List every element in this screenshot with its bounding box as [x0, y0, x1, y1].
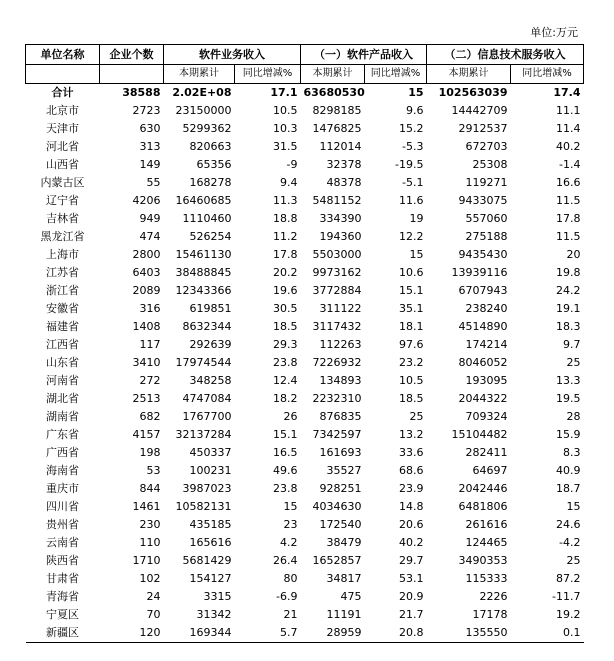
cell-company-count: 630	[139, 122, 161, 135]
header-row-main	[26, 45, 584, 65]
cell-service-revenue: 102563039	[438, 86, 508, 99]
table-row	[26, 444, 584, 462]
cell-product-yoy: 15	[409, 248, 424, 261]
cell-software-yoy: 80	[283, 572, 298, 585]
cell-region-name: 合计	[51, 86, 74, 99]
cell-product-yoy: 19	[409, 212, 424, 225]
cell-service-yoy: 9.7	[563, 338, 581, 351]
cell-service-revenue: 709324	[465, 410, 508, 423]
cell-region-name: 甘肃省	[46, 572, 79, 585]
cell-company-count: 4157	[132, 428, 161, 441]
cell-product-revenue: 3772884	[312, 284, 362, 297]
table-row	[26, 588, 584, 606]
cell-region-name: 宁夏区	[46, 608, 79, 621]
cell-region-name: 湖南省	[46, 410, 79, 423]
cell-product-revenue: 8298185	[312, 104, 362, 117]
cell-software-yoy: -6.9	[276, 590, 298, 603]
cell-service-revenue: 135550	[427, 624, 511, 643]
table-row	[26, 228, 584, 246]
cell-product-yoy: 18.5	[399, 392, 424, 405]
cell-software-yoy: 23.8	[273, 482, 298, 495]
cell-software-yoy: 30.5	[273, 302, 298, 315]
cell-service-yoy: 8.3	[563, 446, 581, 459]
cell-software-revenue: 5299362	[182, 122, 232, 135]
cell-product-yoy: 18.1	[399, 320, 424, 333]
cell-software-revenue: 154127	[189, 572, 232, 585]
cell-product-revenue: 194360	[319, 230, 362, 243]
table-row	[26, 372, 584, 390]
cell-service-yoy: 19.1	[556, 302, 581, 315]
cell-service-revenue: 15104482	[451, 428, 508, 441]
cell-product-revenue: 7226932	[312, 356, 362, 369]
cell-software-revenue: 16460685	[175, 194, 232, 207]
cell-company-count: 55	[146, 176, 161, 189]
cell-product-yoy: 21.7	[399, 608, 424, 621]
cell-company-count: 198	[139, 446, 161, 459]
cell-company-count: 316	[139, 302, 161, 315]
cell-software-yoy: 5.7	[235, 624, 301, 643]
cell-service-revenue: 115333	[465, 572, 508, 585]
cell-software-revenue: 165616	[189, 536, 232, 549]
cell-software-yoy: 17.1	[270, 86, 298, 99]
cell-service-yoy: 19.8	[556, 266, 581, 279]
cell-product-revenue: 334390	[319, 212, 362, 225]
cell-product-yoy: 29.7	[399, 554, 424, 567]
table-row	[26, 516, 584, 534]
table-row	[26, 210, 584, 228]
header-row-sub	[26, 65, 584, 84]
cell-product-yoy: 10.6	[399, 266, 424, 279]
statistics-table	[25, 44, 584, 643]
table-row	[26, 624, 584, 643]
cell-product-revenue: 161693	[319, 446, 362, 459]
cell-service-revenue: 193095	[465, 374, 508, 387]
cell-software-yoy: 19.6	[273, 284, 298, 297]
cell-service-yoy: 24.2	[556, 284, 581, 297]
header-count: 企业个数	[100, 45, 164, 65]
cell-product-yoy: 13.2	[399, 428, 424, 441]
cell-product-yoy: 33.6	[399, 446, 424, 459]
cell-service-revenue: 9433075	[458, 194, 508, 207]
cell-service-yoy: -11.7	[552, 590, 581, 603]
header-product-revenue: （一）软件产品收入	[301, 45, 427, 65]
cell-service-yoy: 11.5	[556, 194, 581, 207]
cell-software-yoy: 11.2	[273, 230, 298, 243]
cell-service-yoy: 25	[566, 356, 581, 369]
cell-product-revenue: 4034630	[312, 500, 362, 513]
cell-software-yoy: 31.5	[273, 140, 298, 153]
cell-software-yoy: 15	[283, 500, 298, 513]
table-row	[26, 336, 584, 354]
cell-product-yoy: 40.2	[399, 536, 424, 549]
cell-service-revenue: 282411	[465, 446, 508, 459]
cell-region-name: 浙江省	[46, 284, 79, 297]
table-row	[26, 534, 584, 552]
cell-service-yoy: 19.2	[556, 608, 581, 621]
cell-service-revenue: 174214	[465, 338, 508, 351]
cell-company-count: 24	[146, 590, 161, 603]
cell-product-yoy: 20.8	[365, 624, 427, 643]
cell-software-revenue: 15461130	[175, 248, 232, 261]
cell-company-count: 3410	[132, 356, 161, 369]
cell-product-revenue: 48378	[326, 176, 362, 189]
cell-product-revenue: 1476825	[312, 122, 362, 135]
cell-service-yoy: -1.4	[559, 158, 581, 171]
cell-software-revenue: 23150000	[175, 104, 232, 117]
cell-product-yoy: 14.8	[399, 500, 424, 513]
cell-region-name: 上海市	[46, 248, 79, 261]
cell-product-yoy: 9.6	[406, 104, 424, 117]
cell-product-revenue: 475	[340, 590, 362, 603]
cell-software-yoy: 10.3	[273, 122, 298, 135]
cell-service-revenue: 6481806	[458, 500, 508, 513]
cell-service-yoy: 18.3	[556, 320, 581, 333]
cell-product-revenue: 876835	[319, 410, 362, 423]
cell-service-revenue: 9435430	[458, 248, 508, 261]
cell-product-yoy: 23.9	[399, 482, 424, 495]
table-row	[26, 120, 584, 138]
table-row	[26, 354, 584, 372]
cell-region-name: 广西省	[46, 446, 79, 459]
cell-product-yoy: 15	[408, 86, 424, 99]
cell-company-count: 102	[139, 572, 161, 585]
cell-region-name: 江苏省	[46, 266, 79, 279]
cell-product-yoy: 25	[409, 410, 424, 423]
table-row	[26, 390, 584, 408]
cell-company-count: 313	[139, 140, 161, 153]
cell-software-yoy: 49.6	[273, 464, 298, 477]
cell-region-name: 云南省	[46, 536, 79, 549]
cell-product-revenue: 38479	[326, 536, 362, 549]
cell-product-yoy: -5.3	[402, 140, 424, 153]
cell-product-revenue: 9973162	[312, 266, 362, 279]
cell-company-count: 272	[139, 374, 161, 387]
cell-service-revenue: 2226	[479, 590, 508, 603]
cell-service-yoy: 11.5	[556, 230, 581, 243]
cell-region-name: 天津市	[46, 122, 79, 135]
cell-company-count: 844	[139, 482, 161, 495]
cell-product-yoy: 12.2	[399, 230, 424, 243]
cell-software-yoy: 11.3	[273, 194, 298, 207]
cell-service-yoy: 18.7	[556, 482, 581, 495]
cell-service-revenue: 8046052	[458, 356, 508, 369]
cell-company-count: 2513	[132, 392, 161, 405]
cell-region-name: 安徽省	[46, 302, 79, 315]
cell-product-revenue: 63680530	[303, 86, 365, 99]
cell-region-name: 新疆区	[26, 624, 100, 643]
cell-software-revenue: 820663	[189, 140, 232, 153]
cell-service-revenue: 119271	[465, 176, 508, 189]
table-row	[26, 264, 584, 282]
cell-product-yoy: 23.2	[399, 356, 424, 369]
cell-service-revenue: 275188	[465, 230, 508, 243]
cell-region-name: 海南省	[46, 464, 79, 477]
cell-service-revenue: 2912537	[458, 122, 508, 135]
cell-software-revenue: 619851	[189, 302, 232, 315]
cell-software-yoy: 26	[283, 410, 298, 423]
cell-product-yoy: 11.6	[399, 194, 424, 207]
cell-service-yoy: 11.1	[556, 104, 581, 117]
cell-service-revenue: 25308	[472, 158, 508, 171]
cell-software-revenue: 348258	[189, 374, 232, 387]
cell-software-revenue: 38488845	[175, 266, 232, 279]
cell-service-yoy: 24.6	[556, 518, 581, 531]
cell-product-revenue: 112263	[319, 338, 362, 351]
cell-service-revenue: 238240	[465, 302, 508, 315]
cell-software-revenue: 3315	[203, 590, 232, 603]
cell-software-yoy: -9	[286, 158, 298, 171]
cell-service-revenue: 2044322	[458, 392, 508, 405]
cell-service-yoy: 15	[566, 500, 581, 513]
table-row	[26, 318, 584, 336]
cell-product-yoy: 20.9	[399, 590, 424, 603]
cell-region-name: 四川省	[46, 500, 79, 513]
cell-software-yoy: 9.4	[280, 176, 298, 189]
cell-region-name: 北京市	[46, 104, 79, 117]
cell-company-count: 230	[139, 518, 161, 531]
cell-software-revenue: 17974544	[175, 356, 232, 369]
cell-software-revenue: 10582131	[175, 500, 232, 513]
cell-region-name: 辽宁省	[46, 194, 79, 207]
cell-service-revenue: 14442709	[451, 104, 508, 117]
cell-software-revenue: 8632344	[182, 320, 232, 333]
header-name: 单位名称	[26, 45, 100, 65]
cell-software-yoy: 4.2	[280, 536, 298, 549]
cell-service-yoy: 87.2	[556, 572, 581, 585]
cell-company-count: 2723	[132, 104, 161, 117]
cell-service-yoy: 40.2	[556, 140, 581, 153]
table-row	[26, 156, 584, 174]
cell-region-name: 重庆市	[46, 482, 79, 495]
cell-product-yoy: 15.2	[399, 122, 424, 135]
cell-region-name: 湖北省	[46, 392, 79, 405]
cell-product-revenue: 34817	[326, 572, 362, 585]
cell-region-name: 山西省	[46, 158, 79, 171]
cell-company-count: 949	[139, 212, 161, 225]
table-body	[26, 84, 584, 643]
cell-service-revenue: 124465	[465, 536, 508, 549]
cell-software-revenue: 1767700	[182, 410, 232, 423]
cell-software-revenue: 65356	[196, 158, 232, 171]
cell-product-revenue: 28959	[301, 624, 365, 643]
table-row	[26, 462, 584, 480]
cell-company-count: 38588	[122, 86, 161, 99]
header-sub-yoy: 同比增减%	[511, 65, 584, 84]
cell-software-yoy: 23.8	[273, 356, 298, 369]
cell-product-yoy: 10.5	[399, 374, 424, 387]
cell-product-revenue: 7342597	[312, 428, 362, 441]
table-row-total	[26, 84, 584, 103]
cell-software-revenue: 526254	[189, 230, 232, 243]
table-row	[26, 300, 584, 318]
cell-service-revenue: 64697	[472, 464, 508, 477]
cell-software-revenue: 292639	[189, 338, 232, 351]
cell-service-revenue: 2042446	[458, 482, 508, 495]
cell-product-revenue: 172540	[319, 518, 362, 531]
cell-software-revenue: 2.02E+08	[172, 86, 232, 99]
cell-product-revenue: 1652857	[312, 554, 362, 567]
cell-product-revenue: 11191	[326, 608, 362, 621]
table-row	[26, 408, 584, 426]
cell-product-yoy: 35.1	[399, 302, 424, 315]
table-row	[26, 138, 584, 156]
cell-region-name: 河北省	[46, 140, 79, 153]
cell-product-yoy: -5.1	[402, 176, 424, 189]
cell-service-revenue: 261616	[465, 518, 508, 531]
cell-company-count: 1408	[132, 320, 161, 333]
cell-region-name: 福建省	[46, 320, 79, 333]
table-row	[26, 570, 584, 588]
cell-software-yoy: 18.2	[273, 392, 298, 405]
cell-company-count: 474	[139, 230, 161, 243]
cell-software-revenue: 168278	[189, 176, 232, 189]
cell-software-revenue: 1110460	[182, 212, 232, 225]
cell-region-name: 河南省	[46, 374, 79, 387]
cell-service-revenue: 4514890	[458, 320, 508, 333]
cell-product-revenue: 32378	[326, 158, 362, 171]
table-row	[26, 498, 584, 516]
cell-software-revenue: 435185	[189, 518, 232, 531]
cell-software-yoy: 12.4	[273, 374, 298, 387]
cell-software-revenue: 100231	[189, 464, 232, 477]
cell-service-yoy: 11.4	[556, 122, 581, 135]
cell-service-yoy: 17.8	[556, 212, 581, 225]
cell-region-name: 黑龙江省	[40, 230, 85, 243]
table-row	[26, 426, 584, 444]
cell-software-yoy: 26.4	[273, 554, 298, 567]
cell-software-yoy: 29.3	[273, 338, 298, 351]
cell-product-revenue: 311122	[319, 302, 362, 315]
cell-company-count: 53	[146, 464, 161, 477]
cell-region-name: 吉林省	[46, 212, 79, 225]
cell-service-yoy: 40.9	[556, 464, 581, 477]
table-row	[26, 480, 584, 498]
cell-software-yoy: 23	[283, 518, 298, 531]
table-row	[26, 606, 584, 624]
cell-company-count: 149	[139, 158, 161, 171]
cell-region-name: 山东省	[46, 356, 79, 369]
cell-product-yoy: 53.1	[399, 572, 424, 585]
header-it-service-revenue: （二）信息技术服务收入	[427, 45, 584, 65]
cell-product-revenue: 3117432	[312, 320, 362, 333]
header-software-revenue: 软件业务收入	[164, 45, 301, 65]
table-row	[26, 246, 584, 264]
cell-region-name: 内蒙古区	[40, 176, 85, 189]
cell-software-yoy: 10.5	[273, 104, 298, 117]
cell-service-yoy: 19.5	[556, 392, 581, 405]
cell-service-yoy: 20	[566, 248, 581, 261]
header-sub-cumulative: 本期累计	[427, 65, 511, 84]
cell-service-revenue: 557060	[465, 212, 508, 225]
cell-region-name: 广东省	[46, 428, 79, 441]
cell-software-yoy: 18.5	[273, 320, 298, 333]
header-name-blank	[26, 65, 100, 84]
cell-company-count: 117	[139, 338, 161, 351]
cell-software-revenue: 450337	[189, 446, 232, 459]
cell-region-name: 青海省	[46, 590, 79, 603]
cell-product-revenue: 112014	[319, 140, 362, 153]
cell-software-yoy: 21	[283, 608, 298, 621]
cell-software-revenue: 5681429	[182, 554, 232, 567]
cell-service-revenue: 17178	[472, 608, 508, 621]
cell-company-count: 4206	[132, 194, 161, 207]
cell-software-revenue: 3987023	[182, 482, 232, 495]
table-row	[26, 192, 584, 210]
cell-service-yoy: 13.3	[556, 374, 581, 387]
cell-company-count: 1710	[132, 554, 161, 567]
header-count-blank	[100, 65, 164, 84]
cell-service-yoy: 16.6	[556, 176, 581, 189]
unit-label: 单位:万元	[530, 26, 578, 39]
cell-product-revenue: 5481152	[312, 194, 362, 207]
cell-service-yoy: 28	[566, 410, 581, 423]
cell-software-yoy: 20.2	[273, 266, 298, 279]
cell-service-revenue: 6707943	[458, 284, 508, 297]
cell-product-yoy: 20.6	[399, 518, 424, 531]
table-row	[26, 102, 584, 120]
cell-product-yoy: 97.6	[399, 338, 424, 351]
cell-company-count: 1461	[132, 500, 161, 513]
cell-software-revenue: 4747084	[182, 392, 232, 405]
cell-software-revenue: 32137284	[175, 428, 232, 441]
cell-software-revenue: 169344	[164, 624, 235, 643]
cell-product-yoy: -19.5	[395, 158, 424, 171]
cell-product-revenue: 5503000	[312, 248, 362, 261]
cell-region-name: 陕西省	[46, 554, 79, 567]
header-sub-yoy: 同比增减%	[235, 65, 301, 84]
cell-service-yoy: -4.2	[559, 536, 581, 549]
cell-service-revenue: 672703	[465, 140, 508, 153]
cell-company-count: 2800	[132, 248, 161, 261]
cell-product-yoy: 68.6	[399, 464, 424, 477]
cell-software-yoy: 15.1	[273, 428, 298, 441]
cell-service-revenue: 13939116	[451, 266, 508, 279]
cell-product-yoy: 15.1	[399, 284, 424, 297]
cell-company-count: 120	[100, 624, 164, 643]
header-sub-yoy: 同比增减%	[365, 65, 427, 84]
cell-product-revenue: 928251	[319, 482, 362, 495]
cell-company-count: 2089	[132, 284, 161, 297]
cell-software-yoy: 17.8	[273, 248, 298, 261]
cell-software-revenue: 31342	[196, 608, 232, 621]
cell-company-count: 682	[139, 410, 161, 423]
cell-region-name: 江西省	[46, 338, 79, 351]
cell-software-yoy: 18.8	[273, 212, 298, 225]
cell-service-yoy: 17.4	[553, 86, 581, 99]
cell-software-yoy: 16.5	[273, 446, 298, 459]
table-row	[26, 552, 584, 570]
cell-service-yoy: 0.1	[511, 624, 584, 643]
cell-company-count: 110	[139, 536, 161, 549]
cell-service-yoy: 15.9	[556, 428, 581, 441]
cell-product-revenue: 2232310	[312, 392, 362, 405]
cell-software-revenue: 12343366	[175, 284, 232, 297]
cell-region-name: 贵州省	[46, 518, 79, 531]
table-row	[26, 282, 584, 300]
cell-service-yoy: 25	[566, 554, 581, 567]
cell-product-revenue: 134893	[319, 374, 362, 387]
header-sub-cumulative: 本期累计	[164, 65, 235, 84]
cell-service-revenue: 3490353	[458, 554, 508, 567]
header-sub-cumulative: 本期累计	[301, 65, 365, 84]
cell-product-revenue: 35527	[326, 464, 362, 477]
cell-company-count: 6403	[132, 266, 161, 279]
table-row	[26, 174, 584, 192]
cell-company-count: 70	[146, 608, 161, 621]
